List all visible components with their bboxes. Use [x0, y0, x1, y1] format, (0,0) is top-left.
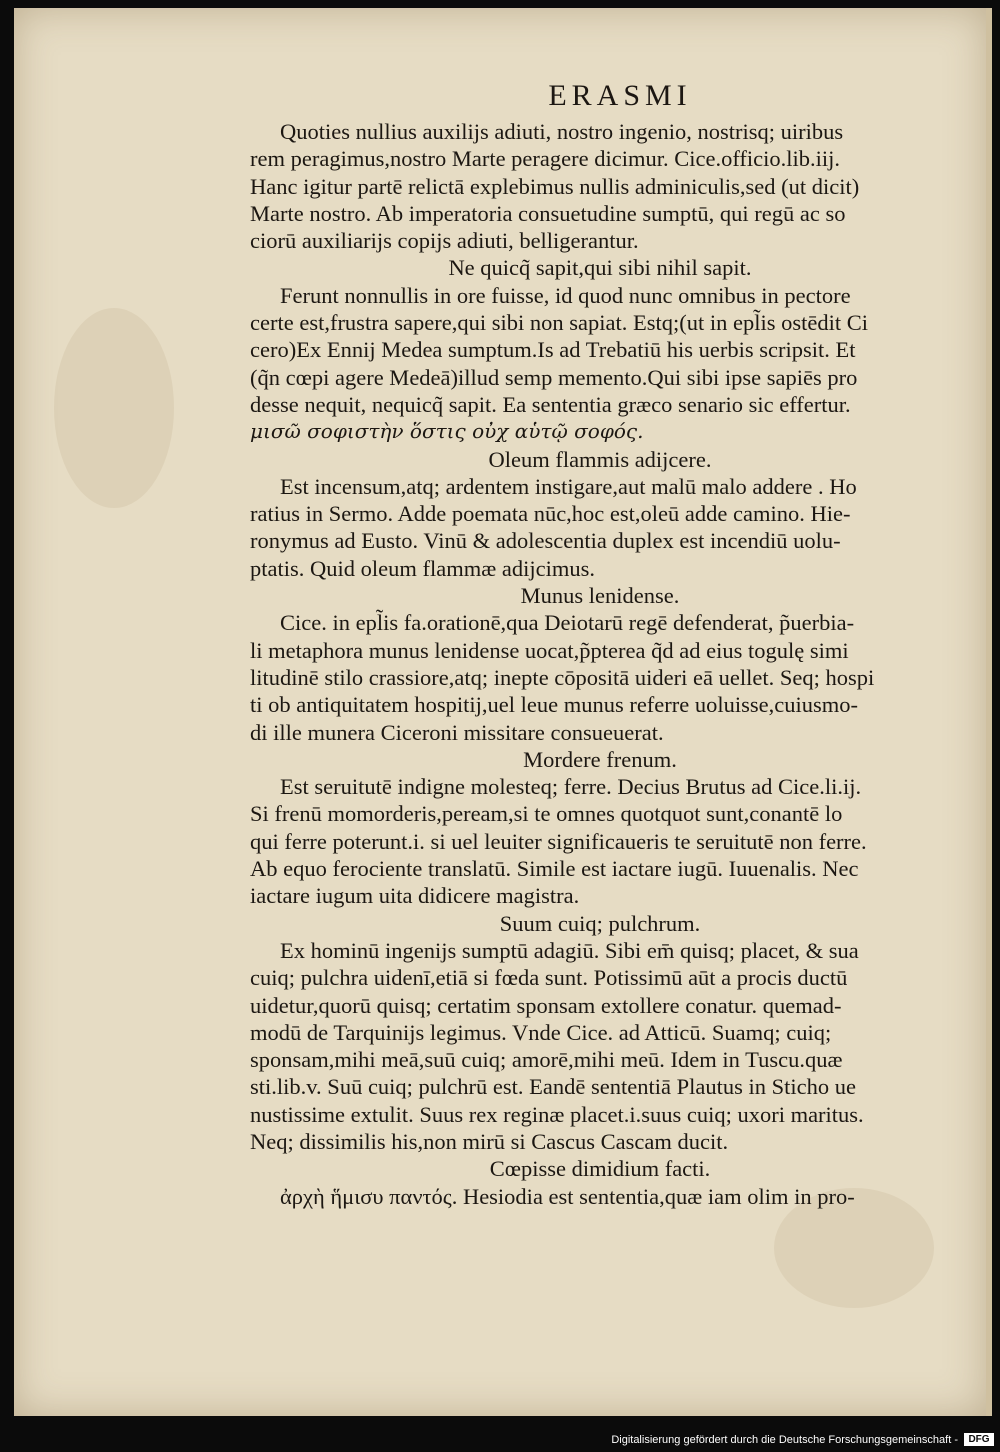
text-line: Cice. in epl̃is fa.orationē,qua Deiotarū regē defenderat, p̃uerbia-: [280, 610, 855, 636]
text-line: nustissime extulit. Suus rex reginæ placet.i.suus cuiq; uxori maritus.: [250, 1101, 864, 1127]
text-line: uidetur,quorū quisq; certatim sponsam extollere conatur. quemad-: [250, 992, 842, 1018]
text-lines: [250, 118, 950, 1210]
adage-title: Ne quicq̃ sapit,qui sibi nihil sapit.: [448, 255, 752, 281]
text-line: ratius in Sermo. Adde poemata nūc,hoc est,oleū adde camino. Hie-: [250, 501, 851, 527]
text-line: cero)Ex Ennij Medea sumptum.Is ad Trebatiū his uerbis scripsit. Et: [250, 337, 856, 363]
text-line: Quoties nullius auxilijs adiuti, nostro ingenio, nostrisq; uiribus: [280, 119, 844, 144]
book-page: [14, 8, 992, 1416]
text-line: ptatis. Quid oleum flammæ adijcimus.: [250, 555, 595, 581]
adage-title: Suum cuiq; pulchrum.: [499, 910, 701, 936]
dfg-logo: DFG: [964, 1433, 994, 1446]
text-line: ciorū auxiliarijs copijs adiuti, belligerantur.: [250, 228, 639, 254]
text-line: Ferunt nonnullis in ore fuisse, id quod nunc omnibus in pectore: [280, 282, 851, 308]
text-line: ronymus ad Eusto. Vinū & adolescentia duplex est incendiū uolu-: [250, 528, 841, 554]
text-line: Est incensum,atq; ardentem instigare,aut malū malo addere . Ho: [280, 473, 857, 499]
text-line: ti ob antiquitatem hospitij,uel leue munus referre uoluisse,cuiusmo-: [250, 692, 858, 718]
text-line: rem peragimus,nostro Marte peragere dicimur. Cice.officio.lib.iij.: [250, 146, 841, 172]
text-line: cuiq; pulchra uidenī,etiā si fœda sunt. Potissimū aūt a procis ductū: [250, 965, 848, 991]
text-line: Ex hominū ingenijs sumptū adagiū. Sibi em̄ quisq; placet, & sua: [280, 937, 859, 963]
running-header: ERASMI: [548, 79, 692, 112]
text-line: μισῶ σοφιστὴν ὅστις οὐχ αὑτῷ σοφός.: [250, 419, 644, 444]
text-line: litudinē stilo crassiore,atq; inepte cōpositā uideri eā uellet. Seq; hospi: [250, 664, 875, 690]
text-line: qui ferre poterunt.i. si uel leuiter significaueris te seruitutē non ferre.: [250, 828, 867, 854]
text-block: [250, 74, 950, 1210]
text-line: Est seruitutē indigne molesteq; ferre. Decius Brutus ad Cice.li.ij.: [280, 774, 862, 800]
adage-title: Mordere frenum.: [523, 746, 677, 772]
text-line: Neq; dissimilis his,non mirū si Cascus Cascam ducit.: [250, 1128, 729, 1154]
text-line: modū de Tarquinijs legimus. Vnde Cice. ad Atticū. Suamq; cuiq;: [250, 1019, 832, 1045]
adage-title: Cœpisse dimidium facti.: [489, 1156, 711, 1182]
adage-title: Oleum flammis adijcere.: [488, 446, 712, 472]
text-line: Ab equo ferociente translatū. Simile est iactare iugū. Iuuenalis. Nec: [250, 856, 859, 882]
text-line: sponsam,mihi meā,suū cuiq; amorē,mihi meū. Idem in Tuscu.quæ: [250, 1047, 843, 1073]
text-line: Si frenū momorderis,peream,si te omnes quotquot sunt,conantē lo: [250, 801, 843, 827]
paper-stain: [54, 308, 174, 508]
funding-caption: Digitalisierung gefördert durch die Deutsche Forschungsgemeinschaft -: [611, 1434, 958, 1446]
text-line: certe est,frustra sapere,qui sibi non sapiat. Estq;(ut in epl̃is ostēdit Ci: [250, 310, 868, 336]
text-line: Hanc igitur partē relictā explebimus nullis adminiculis,sed (ut dicit): [250, 173, 860, 199]
text-line: (q̃n cœpi agere Medeā)illud semp memento.Qui sibi ipse sapiēs pro: [250, 364, 858, 390]
text-line: iactare iugum uita didicere magistra.: [250, 883, 580, 909]
text-line: ἀρχὴ ἥμισυ παντός. Hesiodia est sententia,quæ iam olim in pro-: [280, 1183, 855, 1209]
text-line: desse nequit, nequicq̃ sapit. Ea sententia græco senario sic effertur.: [250, 391, 851, 417]
footer-bar: [0, 1416, 1000, 1452]
adage-title: Munus lenidense.: [520, 583, 680, 609]
text-line: Marte nostro. Ab imperatoria consuetudine sumptū, qui regū ac so: [250, 200, 846, 226]
text-line: di ille munera Ciceroni missitare consueuerat.: [250, 719, 664, 745]
text-line: li metaphora munus lenidense uocat,p̃pterea q̃d ad eius togulę simi: [250, 637, 849, 663]
text-line: sti.lib.v. Suū cuiq; pulchrū est. Eandē sententiā Plautus in Sticho ue: [250, 1074, 856, 1100]
